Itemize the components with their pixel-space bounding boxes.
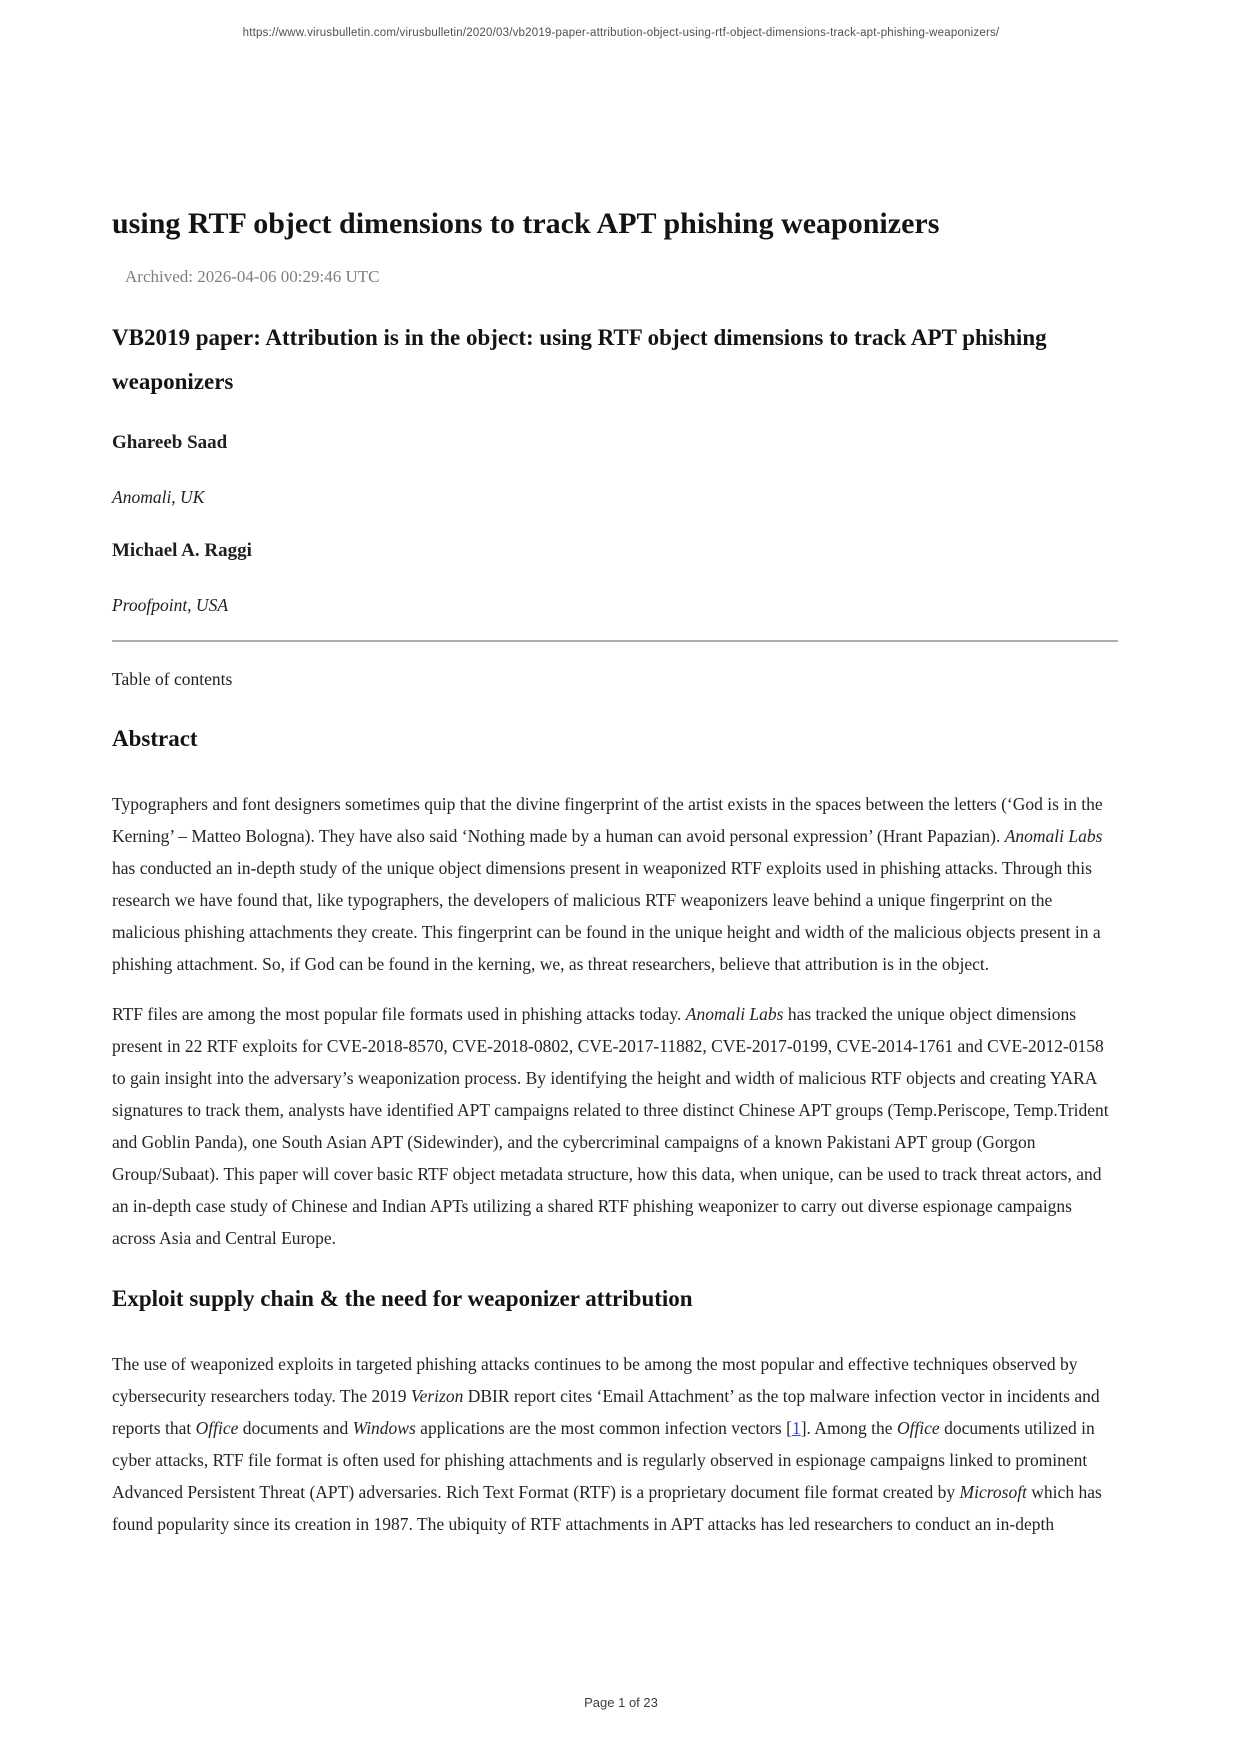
body-paragraph: RTF files are among the most popular file formats used in phishing attacks today. Anomali Labs has tracked the unique object dimensions present in 22 RTF exploits for CVE-2018-8570, CVE-2018-0802, CVE-2017-11882, CVE-2017-0199, CVE-2014-1761 and CVE-2012-0158 to gain insight into the adversary’s weaponization process. By identifying the height and width of malicious RTF objects and creating YARA signatures to track them, analysts have identified APT campaigns related to three distinct Chinese APT groups (Temp.Periscope, Temp.Trident and Goblin Panda), one South Asian APT (Sidewinder), and the cybercriminal campaigns of a known Pakistani APT group (Gorgon Group/Subaat). This paper will cover basic RTF object metadata structure, how this data, when unique, can be used to track threat actors, and an in-depth case study of Chinese and Indian APTs utilizing a shared RTF phishing weaponizer to carry out diverse espionage campaigns across Asia and Central Europe. [112, 1004, 1109, 1248]
italic-text: Office [195, 1418, 239, 1438]
italic-text: Anomali Labs [1004, 826, 1103, 846]
body-paragraph: Typographers and font designers sometimes quip that the divine fingerprint of the artist exists in the spaces between the letters (‘God is in the Kerning’ – Matteo Bologna). They have also said ‘Nothing made by a human can avoid personal expression’ (Hrant Papazian). Anomali Labs has conducted an in-depth study of the unique object dimensions present in weaponized RTF exploits used in phishing attacks. Through this research we have found that, like typographers, the developers of malicious RTF weaponizers leave behind a unique fingerprint on the malicious phishing attachments they create. This fingerprint can be found in the unique height and width of the malicious objects present in a phishing attachment. So, if God can be found in the kerning, we, as threat researchers, believe that attribution is in the object. [112, 794, 1103, 974]
paper-title: VB2019 paper: Attribution is in the object: using RTF object dimensions to track APT phishing weaponizers [112, 325, 1047, 394]
body-paragraph: The use of weaponized exploits in targeted phishing attacks continues to be among the most popular and effective techniques observed by cybersecurity researchers today. The 2019 Verizon DBIR report cites ‘Email Attachment’ as the top malware infection vector in incidents and reports that Office documents and Windows applications are the most common infection vectors [1]. Among the Office documents utilized in cyber attacks, RTF file format is often used for phishing attachments and is regularly observed in espionage campaigns linked to prominent Advanced Persistent Threat (APT) adversaries. Rich Text Format (RTF) is a proprietary document file format created by Microsoft which has found popularity since its creation in 1987. The ubiquity of RTF attachments in APT attacks has led researchers to conduct an in-depth [112, 1354, 1102, 1534]
page-title: using RTF object dimensions to track APT phishing weaponizers [112, 207, 940, 240]
author-affiliation: Proofpoint, USA [112, 595, 229, 615]
reference-link[interactable]: 1 [791, 1418, 801, 1438]
author-name: Michael A. Raggi [112, 540, 252, 561]
author-affiliation: Anomali, UK [112, 487, 205, 507]
archived-timestamp: Archived: 2026-04-06 00:29:46 UTC [125, 267, 380, 286]
document-page [112, 0, 1118, 1540]
table-of-contents-label: Table of contents [112, 669, 233, 689]
archive-url-header: https://www.virusbulletin.com/virusbulletin/2020/03/vb2019-paper-attribution-object-using-rtf-object-dimensions-track-apt-phishing-weaponizers/ [242, 27, 1000, 39]
italic-text: Anomali Labs [685, 1004, 784, 1024]
italic-text: Verizon [410, 1386, 464, 1406]
article-body [112, 720, 1118, 1540]
page-number-footer: Page 1 of 23 [584, 1695, 658, 1710]
author-list [112, 428, 1118, 620]
italic-text: Windows [352, 1418, 416, 1438]
section-heading: Abstract [112, 726, 198, 751]
author-name: Ghareeb Saad [112, 432, 228, 453]
divider [112, 640, 1118, 642]
italic-text: Microsoft [959, 1482, 1027, 1502]
italic-text: Office [896, 1418, 940, 1438]
section-heading: Exploit supply chain & the need for weaponizer attribution [112, 1286, 693, 1311]
